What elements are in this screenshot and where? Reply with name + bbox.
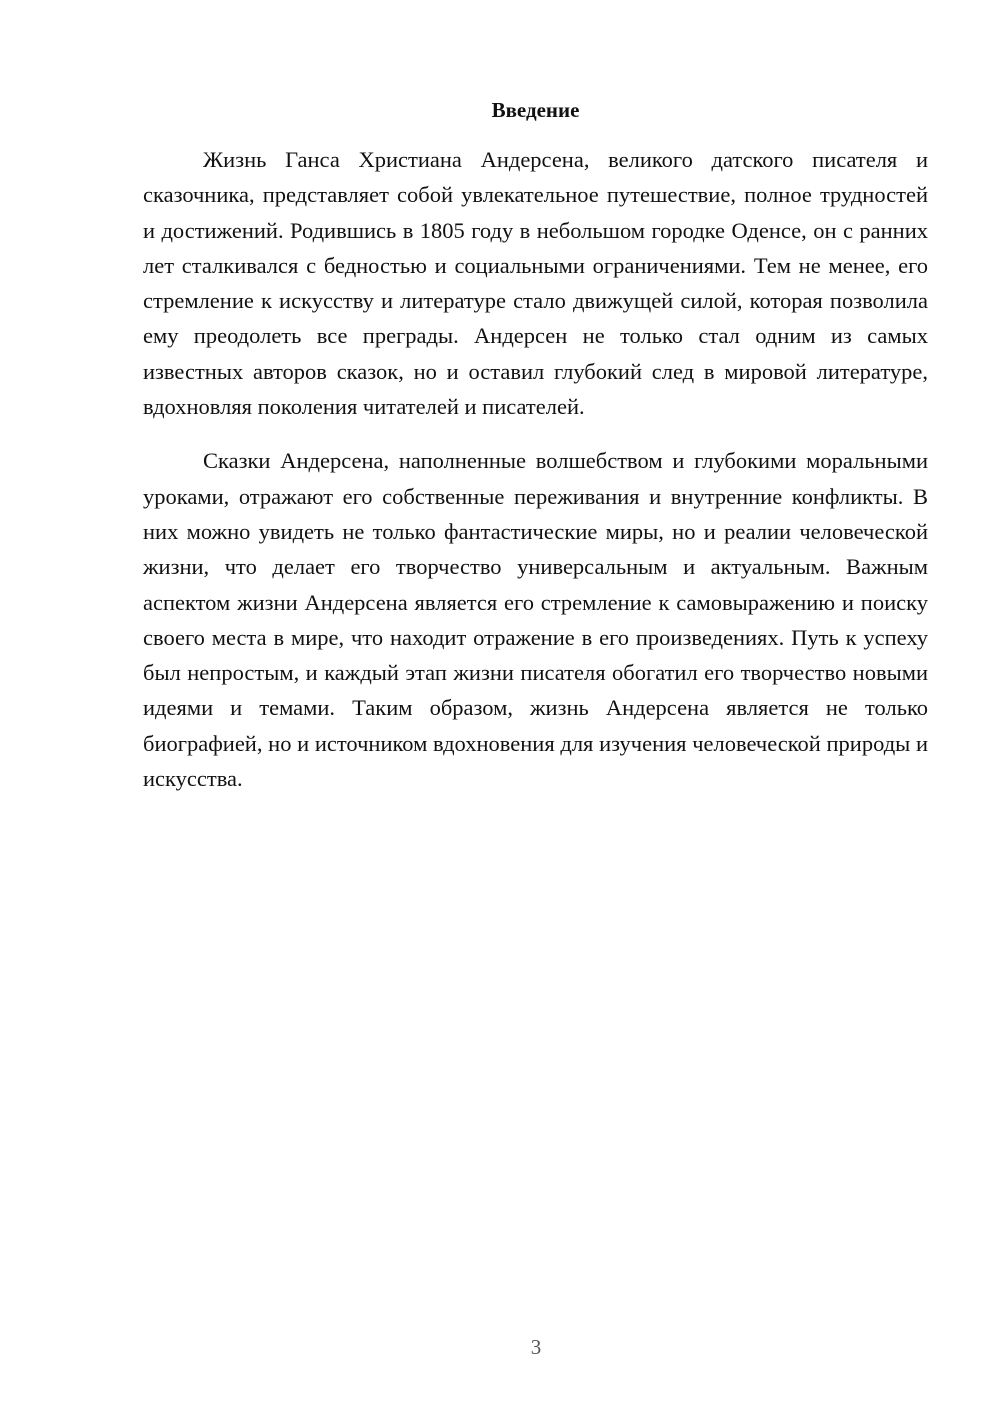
paragraph-1: Жизнь Ганса Христиана Андерсена, великого датского писателя и сказочника, представляет собой увлекательное путешествие, полное трудностей и достижений. Родившись в 1805 году в небольшом городке Оденсе, он с ранних лет сталкивался с бедностью и социальными ограничениями. Тем не менее, его стремление к искусству и литературе стало движущей силой, которая позволила ему преодолеть все преграды. Андерсен не только стал одним из самых известных авторов сказок, но и оставил глубокий след в мировой литературе, вдохновляя поколения читателей и писателей.: [143, 147, 928, 420]
page-number: 3: [530, 1335, 542, 1359]
section-title: Введение: [491, 98, 580, 122]
paragraph-2: Сказки Андерсена, наполненные волшебством и глубокими моральными уроками, отражают его собственные переживания и внутренние конфликты. В них можно увидеть не только фантастические миры, но и реалии человеческой жизни, что делает его творчество универсальным и актуальным. Важным аспектом жизни Андерсена является его стремление к самовыражению и поиску своего места в мире, что находит отражение в его произведениях. Путь к успеху был непростым, и каждый этап жизни писателя обогатил его творчество новыми идеями и темами. Таким образом, жизнь Андерсена является не только биографией, но и источником вдохновения для изучения человеческой природы и искусства.: [143, 448, 928, 792]
body-text: [143, 142, 928, 796]
